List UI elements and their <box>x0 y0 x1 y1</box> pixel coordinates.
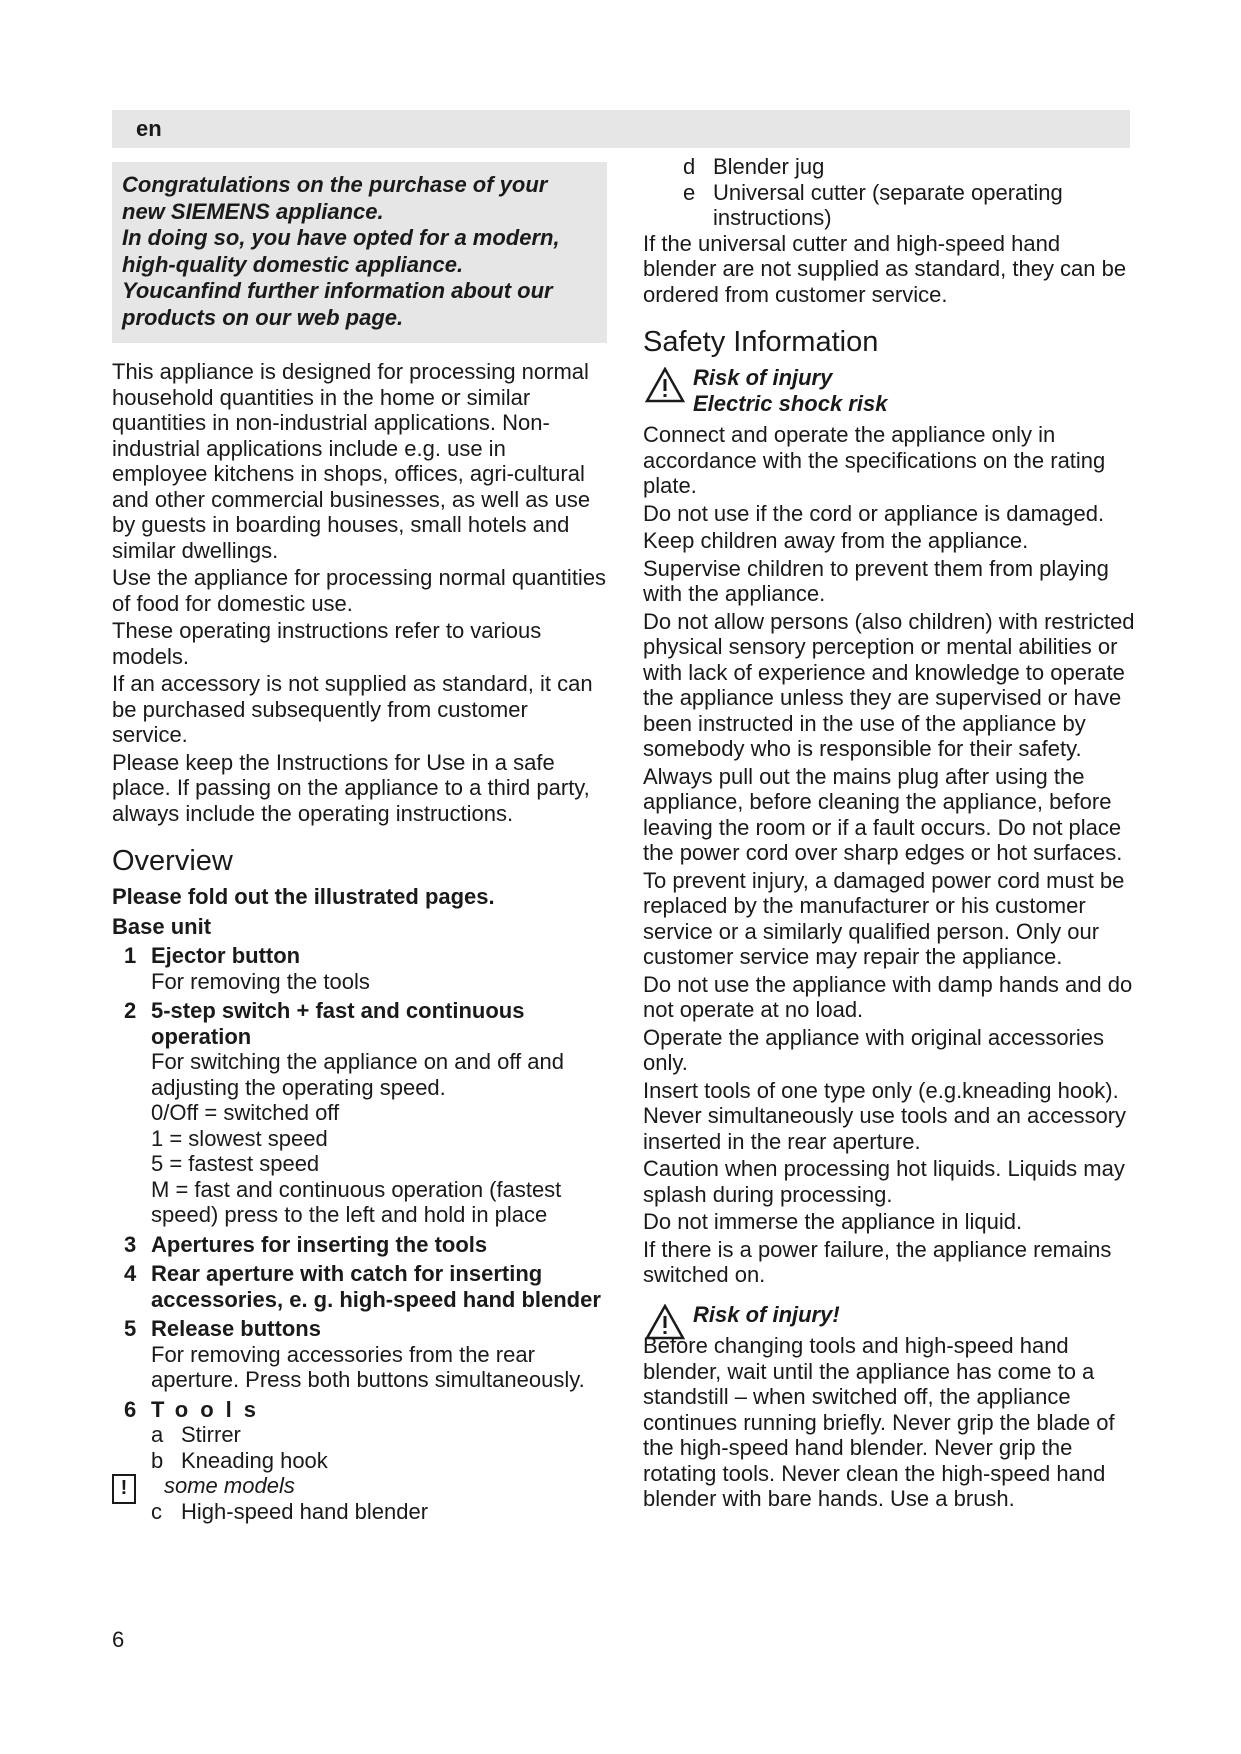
intro-line: Congratulations on the purchase of your <box>122 172 548 197</box>
safety-paragraph: Operate the appliance with original accessories only. <box>643 1024 1105 1075</box>
desc-line: For removing the tools <box>151 968 370 994</box>
item-number: 5 <box>124 1316 137 1341</box>
item-title: Rear aperture with catch for inserting <box>151 1261 543 1286</box>
some-models-note <box>112 1473 607 1499</box>
safety-paragraph: Do not use if the cord or appliance is damaged. <box>643 500 1105 526</box>
safety-paragraph: Connect and operate the appliance only in accordance with the specifications on the rating plate. <box>643 422 1106 498</box>
language-code: en <box>136 116 162 141</box>
safety-heading: Safety Information <box>643 326 879 358</box>
tool-label: Blender jug <box>713 154 825 179</box>
safety-paragraph: Always pull out the mains plug after using the appliance, before cleaning the appliance, before leaving the room or if a fault occurs. Do not place the power cord over sharp edges or hot surfaces. <box>643 763 1123 865</box>
overview-item-5 <box>112 1316 607 1342</box>
usage-paragraph: These operating instructions refer to various models. <box>112 618 542 669</box>
item-title-cont: operation <box>151 1023 252 1049</box>
safety-paragraph: Do not use the appliance with damp hands and do not operate at no load. <box>643 971 1133 1022</box>
safety-paragraph: Do not allow persons (also children) with restricted physical sensory perception or mental abilities or with lack of experience and knowledge to operate the appliance unless they are supervised or have been instructed in the use of the appliance by somebody who is responsible for their safety. <box>643 608 1135 761</box>
desc-line: 0/Off = switched off <box>151 1100 340 1125</box>
tool-item-a <box>112 1422 607 1448</box>
tool-label: Universal cutter (separate operating <box>713 179 1063 205</box>
tool-letter: c <box>151 1498 162 1524</box>
tool-label: Stirrer <box>181 1422 241 1447</box>
tool-label: High-speed hand blender <box>181 1498 429 1524</box>
intro-line: high-quality domestic appliance. <box>122 251 464 277</box>
tool-item-d <box>643 154 1135 180</box>
safety-paragraph: Do not immerse the appliance in liquid. <box>643 1209 1023 1234</box>
item-description <box>112 969 607 995</box>
overview-item-2 <box>112 998 607 1049</box>
item-number: 6 <box>124 1396 137 1422</box>
item-title: Apertures for inserting the tools <box>151 1231 488 1257</box>
left-column <box>112 162 607 1524</box>
overview-item-4 <box>112 1261 607 1312</box>
page-number: 6 <box>112 1627 125 1652</box>
safety-final-paragraph: Before changing tools and high-speed hand blender, wait until the appliance has come to a standstill – when switched off, the appliance continues running briefly. Never grip the blade of the high-speed hand blender. Never grip the rotating tools. Never clean the high-speed hand blender with bare hands. Use a brush. <box>643 1333 1115 1511</box>
item-number: 3 <box>124 1231 137 1257</box>
item-description <box>112 1342 607 1393</box>
warning-line: Electric shock risk <box>693 390 888 416</box>
safety-paragraph: If there is a power failure, the appliance remains switched on. <box>643 1236 1112 1287</box>
warning-injury-shock <box>643 365 1135 416</box>
right-column <box>643 154 1135 1514</box>
supply-paragraph: If the universal cutter and high-speed hand blender are not supplied as standard, they can be ordered from customer service. <box>643 230 1127 307</box>
tool-letter: b <box>151 1447 164 1473</box>
intro-line: new SIEMENS appliance. <box>122 198 384 224</box>
intro-box <box>112 162 607 343</box>
intro-line: Youcanfind further information about our <box>122 278 553 303</box>
tool-label: Kneading hook <box>181 1447 328 1473</box>
note-text: some models <box>164 1473 295 1498</box>
safety-paragraph: To prevent injury, a damaged power cord must be replaced by the manufacturer or his customer service or a similarly qualified person. Only our customer service may repair the appliance. <box>643 867 1125 969</box>
tool-label-cont: instructions) <box>713 205 832 230</box>
item-title: Ejector button <box>151 943 301 968</box>
exclamation-icon: ! <box>112 1474 136 1504</box>
desc-line: For removing accessories from the rear aperture. Press both buttons simultaneously. <box>151 1341 585 1392</box>
overview-item-1 <box>112 943 607 969</box>
tool-item-c <box>112 1499 607 1525</box>
intro-line: In doing so, you have opted for a modern, <box>122 225 560 250</box>
usage-paragraph: Use the appliance for processing normal quantities of food for domestic use. <box>112 565 607 616</box>
desc-line: M = fast and continuous operation (fastest speed) press to the left and hold in place <box>151 1176 562 1227</box>
safety-paragraph: Supervise children to prevent them from playing with the appliance. <box>643 555 1109 606</box>
item-title: Release buttons <box>151 1316 321 1341</box>
safety-paragraph: Caution when processing hot liquids. Liquids may splash during processing. <box>643 1156 1125 1207</box>
warning-line: Risk of injury! <box>693 1301 840 1327</box>
usage-paragraph: This appliance is designed for processing normal household quantities in the home or similar quantities in non-industrial applications. Non-industrial applications include e.g. use in employee kitchens in shops, offices, agri-cultural and other commercial businesses, as well as use by guests in boarding houses, small hotels and similar dwellings. <box>112 359 591 563</box>
item-title-cont: accessories, e. g. high-speed hand blender <box>151 1286 601 1312</box>
item-title: 5-step switch + fast and continuous <box>151 998 525 1023</box>
tool-item-b <box>112 1448 607 1474</box>
overview-heading: Overview <box>112 845 233 877</box>
item-number: 4 <box>124 1261 137 1286</box>
tool-letter: a <box>151 1422 164 1447</box>
desc-line: 1 = slowest speed <box>151 1125 328 1151</box>
usage-paragraph: If an accessory is not supplied as standard, it can be purchased subsequently from customer service. <box>112 671 593 747</box>
warning-injury <box>643 1302 1135 1328</box>
safety-paragraph: Keep children away from the appliance. <box>643 528 1029 553</box>
language-header <box>112 110 1130 148</box>
base-unit-heading: Base unit <box>112 913 212 939</box>
fold-note: Please fold out the illustrated pages. <box>112 884 495 909</box>
safety-paragraph: Insert tools of one type only (e.g.kneading hook). Never simultaneously use tools and an accessory inserted in the rear aperture. <box>643 1077 1127 1154</box>
intro-line: products on our web page. <box>122 304 404 330</box>
desc-line: 5 = fastest speed <box>151 1151 320 1176</box>
tool-item-e <box>643 180 1135 231</box>
overview-item-3 <box>112 1232 607 1258</box>
item-title: Tools <box>151 1396 269 1422</box>
tool-letter: e <box>683 179 696 205</box>
overview-item-6 <box>112 1397 607 1423</box>
usage-paragraph: Please keep the Instructions for Use in a safe place. If passing on the appliance to a third party, always include the operating instructions. <box>112 749 590 826</box>
item-description <box>112 1049 607 1228</box>
desc-line: For switching the appliance on and off and adjusting the operating speed. <box>151 1049 564 1100</box>
warning-triangle-icon <box>645 1304 685 1340</box>
item-number: 1 <box>124 943 137 968</box>
warning-triangle-icon <box>645 367 685 403</box>
warning-line: Risk of injury <box>693 365 833 390</box>
tool-letter: d <box>683 154 696 179</box>
item-number: 2 <box>124 998 137 1023</box>
